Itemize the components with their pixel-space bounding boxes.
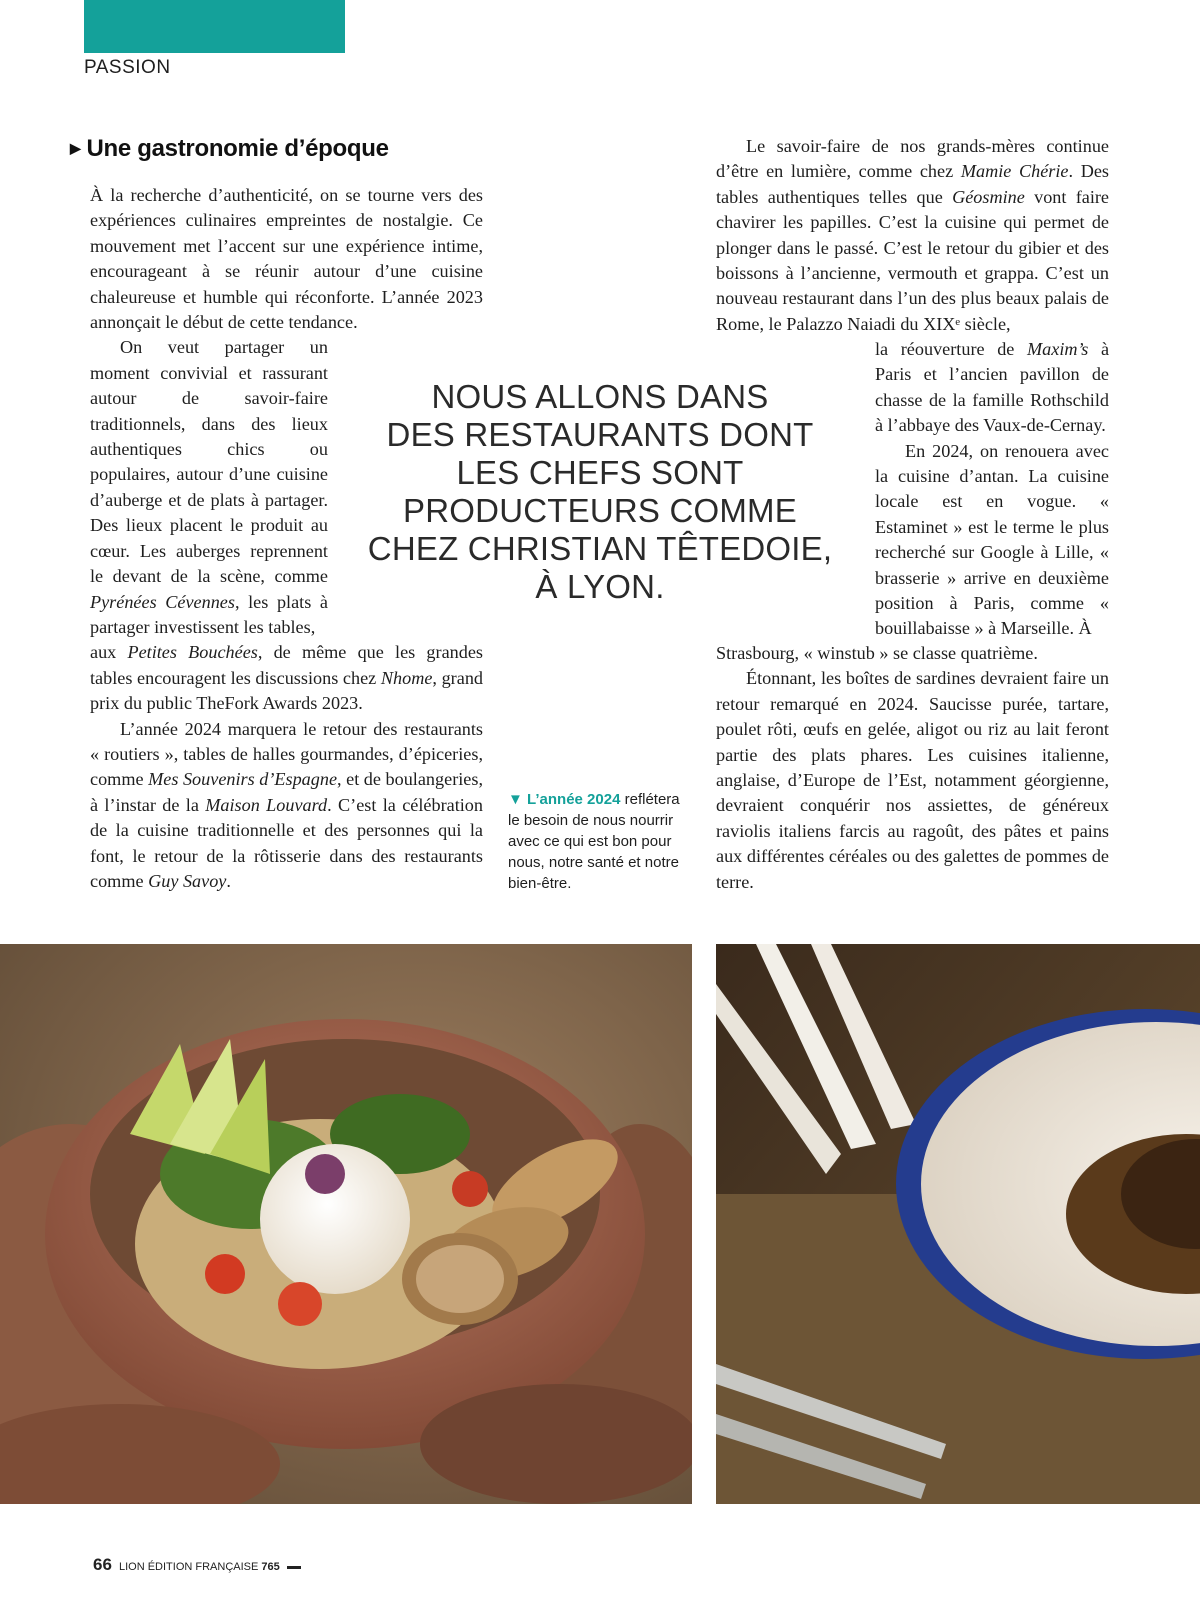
header-accent-bar [84, 0, 345, 53]
right-column-narrow [875, 337, 1109, 642]
restaurant-name: Géosmine [952, 186, 1025, 207]
restaurant-name: Maxim’s [1027, 339, 1089, 359]
paragraph-convivial: On veut partager un moment convivial et rassurant autour de savoir-faire traditionnels, dans des lieux authentiques chics ou populaires, autour d’une cuisine d’auberge et de plats à partager. Des lieux placent le produit au cœur. Les auberges reprennent le devant de la scène, comme Pyrénées Cévennes, les plats à partager investissent les tables, [90, 337, 328, 637]
triangle-down-icon: ▼ [508, 791, 523, 808]
paragraph-sardines: Étonnant, les boîtes de sardines devraient faire un retour remarqué en 2024. Saucisse purée, tartare, poulet rôti, œufs en gelée, aligot ou riz au lait feront partie des plats phares. Les cuisines italienne, anglaise, d’Europe de l’Est, notamment géorgienne, devraient conquérir nos assiettes, de généreux raviolis italiens farcis au ragoût, des pâtes et pains aux différentes céréales ou des galettes de pommes de terre. [716, 668, 1109, 892]
caption-lead: L’année 2024 [527, 791, 621, 808]
heading-text: Une gastronomie d’époque [86, 135, 389, 162]
paragraph-maxims: la réouverture de Maxim’s à Paris et l’ancien pavillon de chasse de la famille Rothschild à l’abbaye des Vaux-de-Cernay. [875, 339, 1110, 436]
paragraph-routiers: L’année 2024 marquera le retour des restaurants « routiers », tables de halles gourmandes, d’épiceries, comme Mes Souvenirs d’Espagne, et de boulangeries, à l’instar de la Maison Louvard. C’est la célébration de la cuisine traditionnelle et des personnes qui la font, le retour de la rôtisserie dans des restaurants comme Guy Savoy. [90, 718, 483, 891]
right-column-top [716, 134, 1109, 337]
pull-quote: NOUS ALLONS DANS DES RESTAURANTS DONT LES CHEFS SONT PRODUCTEURS COMME CHEZ CHRISTIAN TÊTEDOIE, À LYON. [367, 378, 833, 605]
publication-name: LION ÉDITION FRANÇAISE [118, 1561, 259, 1573]
photo-caption [508, 789, 688, 894]
paragraph-convivial-cont: aux Petites Bouchées, de même que les grandes tables encouragent les discussions chez Nhome, grand prix du public TheFork Awards 2023. [90, 642, 484, 714]
restaurant-name: Petites Bouchées [127, 642, 258, 663]
paragraph-antan: En 2024, on renouera avec la cuisine d’antan. La cuisine locale est en vogue. « Estaminet » est le terme le plus recherché sur Google à Lille, « brasserie » arrive en deuxième position à Paris, comme « bouillabaisse » à Marseille. À [875, 440, 1109, 639]
restaurant-name: Maison Louvard [205, 794, 328, 815]
restaurant-name: Mamie Chérie [960, 161, 1069, 182]
photo-stew-plate [716, 944, 1200, 1504]
article-heading [70, 135, 389, 163]
photo-salad-bowl [0, 944, 692, 1504]
right-column-bottom [716, 641, 1109, 895]
section-label: PASSION [84, 57, 171, 78]
paragraph-antan-cont: Strasbourg, « winstub » se classe quatrième. [716, 643, 1038, 663]
page-number: 66 [93, 1555, 112, 1574]
restaurant-name: Nhome [380, 667, 433, 688]
issue-number: 765 [261, 1561, 280, 1573]
paragraph-grands-meres: Le savoir-faire de nos grands-mères continue d’être en lumière, comme chez Mamie Chérie. Des tables authentiques telles que Géosmine vont faire chavirer les papilles. C’est la cuisine qui permet de plonger dans le passé. C’est le retour du gibier et des boissons à l’ancienne, vermouth et grappa. C’est un nouveau restaurant dans l’un des plus beaux palais de Rome, le Palazzo Naiadi du XIXᵉ siècle, [716, 136, 1110, 334]
triangle-right-icon: ▶ [70, 140, 81, 156]
paragraph-intro: À la recherche d’authenticité, on se tourne vers des expériences culinaires empreintes de nostalgie. Ce mouvement met l’accent sur une expérience intime, encourageant à se réunir autour d’une cuisine chaleureuse et humble qui réconforte. L’année 2023 annonçait le début de cette tendance. [90, 185, 483, 333]
page-footer [93, 1555, 301, 1575]
restaurant-name: Guy Savoy [148, 870, 227, 891]
caption-text: reflétera le besoin de nous nourrir avec ce qui est bon pour nous, notre santé et notre bien-être. [508, 791, 680, 892]
footer-dash [287, 1566, 301, 1569]
restaurant-name: Pyrénées Cévennes [90, 591, 235, 612]
restaurant-name: Mes Souvenirs d’Espagne [148, 769, 338, 790]
